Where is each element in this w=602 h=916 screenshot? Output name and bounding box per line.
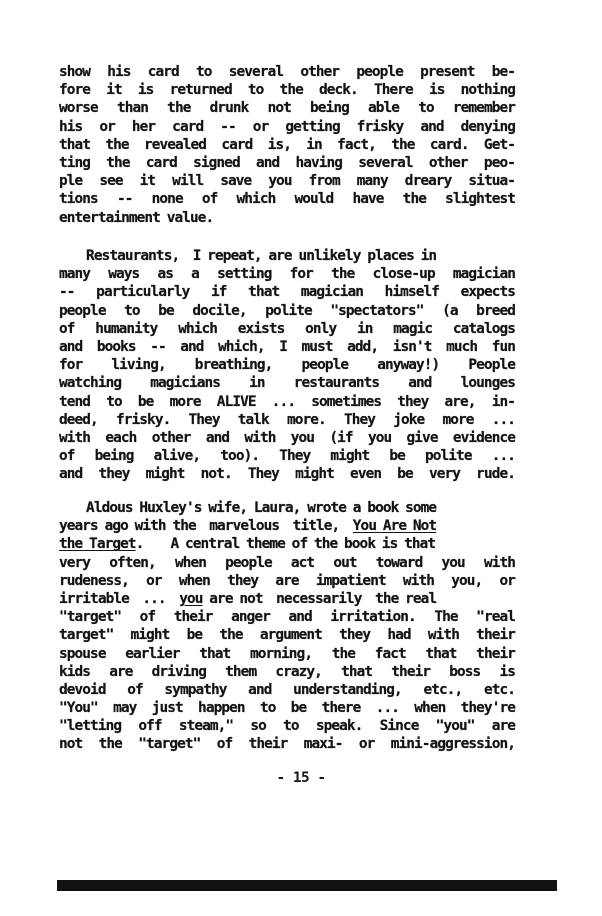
paragraph-1 bbox=[59, 63, 515, 227]
text-segment: . A central theme of the book is that bbox=[135, 536, 436, 553]
text-line: not the "target" of their maxi- or mini-aggression, bbox=[59, 736, 515, 753]
text-line: spouse earlier that morning, the fact that their bbox=[59, 645, 515, 662]
text-line: for living, breathing, people anyway!) People bbox=[59, 357, 515, 374]
text-line bbox=[59, 535, 515, 553]
text-line: ple see it will save you from many dreary situa- bbox=[59, 173, 515, 190]
scan-edge-bar bbox=[57, 880, 557, 891]
text-line: worse than the drunk not being able to remember bbox=[59, 100, 515, 117]
text-line: "target" of their anger and irritation. The "real bbox=[59, 609, 515, 626]
text-line: deed, frisky. They talk more. They joke more ... bbox=[59, 411, 515, 428]
text-segment: years ago with the marvelous title, bbox=[59, 518, 353, 535]
text-line: people to be docile, polite "spectators" (a breed bbox=[59, 302, 515, 319]
text-line: devoid of sympathy and understanding, etc., etc. bbox=[59, 681, 515, 698]
text-line: and they might not. They might even be very rude. bbox=[59, 466, 515, 483]
text-line: that the revealed card is, in fact, the card. Get- bbox=[59, 136, 515, 153]
text-line: fore it is returned to the deck. There is nothing bbox=[59, 82, 515, 99]
text-line: rudeness, or when they are impatient with you, or bbox=[59, 572, 515, 589]
emphasized-you: you bbox=[179, 590, 203, 607]
text-line: -- particularly if that magician himself expects bbox=[59, 284, 515, 301]
text-line: with each other and with you (if you give evidence bbox=[59, 429, 515, 446]
book-title-underlined: You Are Not bbox=[352, 518, 437, 535]
text-line: of humanity which exists only in magic catalogs bbox=[59, 320, 515, 337]
text-line: tions -- none of which would have the slightest bbox=[59, 191, 515, 208]
paragraph-2 bbox=[59, 247, 515, 483]
text-line: "You" may just happen to be there ... when they're bbox=[59, 700, 515, 717]
text-line bbox=[59, 590, 515, 608]
book-title-underlined: the Target bbox=[59, 536, 136, 553]
text-line: "letting off steam," so to speak. Since "you" are bbox=[59, 718, 515, 735]
paragraph-3 bbox=[59, 499, 515, 754]
text-line: and books -- and which, I must add, isn't much fun bbox=[59, 338, 515, 355]
text-line: ting the card signed and having several other peo- bbox=[59, 154, 515, 171]
text-segment: irritable ... bbox=[59, 590, 180, 607]
text-line: his or her card -- or getting frisky and denying bbox=[59, 118, 515, 135]
text-line: show his card to several other people present be- bbox=[59, 64, 515, 80]
text-line: watching magicians in restaurants and lounges bbox=[59, 375, 515, 392]
page-number: - 15 - bbox=[276, 770, 326, 786]
text-line bbox=[59, 517, 515, 535]
text-line: target" might be the argument they had with their bbox=[59, 627, 515, 644]
text-line: many ways as a setting for the close-up magician bbox=[59, 266, 515, 283]
text-line: entertainment value. bbox=[59, 209, 214, 226]
text-line: Aldous Huxley's wife, Laura, wrote a book some bbox=[59, 500, 437, 516]
text-line: Restaurants, I repeat, are unlikely places in bbox=[59, 248, 437, 264]
text-line: kids are driving them crazy, that their boss is bbox=[59, 663, 515, 680]
text-line: tend to be more ALIVE ... sometimes they are, in- bbox=[59, 393, 515, 410]
text-line: very often, when people act out toward you with bbox=[59, 554, 515, 571]
text-segment: are not necessarily the real bbox=[202, 590, 437, 607]
text-line: of being alive, too). They might be polite ... bbox=[59, 448, 515, 465]
